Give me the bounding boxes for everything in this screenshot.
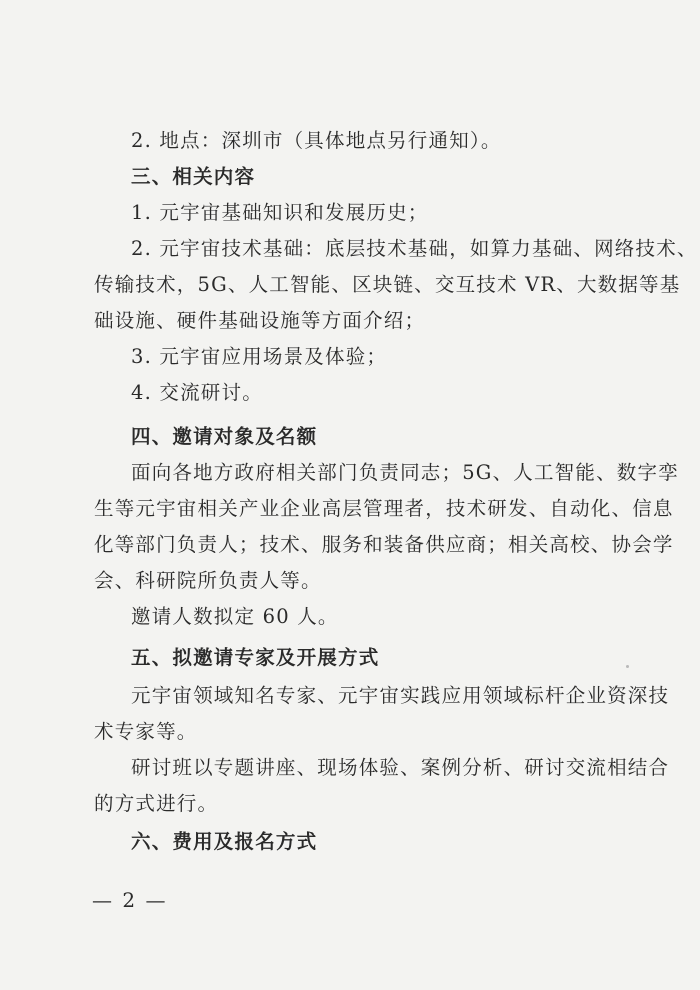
content-item-1: 1. 元宇宙基础知识和发展历史； xyxy=(131,201,429,224)
experts-line-2: 术专家等。 xyxy=(94,720,198,743)
scan-speck xyxy=(626,665,629,668)
method-line-1: 研讨班以专题讲座、现场体验、案例分析、研讨交流相结合 xyxy=(131,756,670,779)
experts-line-1: 元宇宙领域知名专家、元宇宙实践应用领域标杆企业资深技 xyxy=(131,684,670,707)
section-heading-invitees: 四、邀请对象及名额 xyxy=(131,425,318,448)
section-heading-fees: 六、费用及报名方式 xyxy=(131,830,318,853)
section-heading-experts: 五、拟邀请专家及开展方式 xyxy=(131,646,380,669)
content-item-4: 4. 交流研讨。 xyxy=(131,381,263,404)
content-item-2-line-3: 础设施、硬件基础设施等方面介绍； xyxy=(94,309,426,332)
venue-line: 2. 地点：深圳市（具体地点另行通知）。 xyxy=(131,129,502,152)
section-heading-content: 三、相关内容 xyxy=(131,165,256,188)
method-line-2: 的方式进行。 xyxy=(94,792,219,815)
invitees-line-3: 化等部门负责人；技术、服务和装备供应商；相关高校、协会学 xyxy=(94,533,674,556)
page-number: — 2 — xyxy=(92,888,168,912)
invitees-line-4: 会、科研院所负责人等。 xyxy=(94,569,322,592)
content-item-3: 3. 元宇宙应用场景及体验； xyxy=(131,345,388,368)
invitees-line-2: 生等元宇宙相关产业企业高层管理者，技术研发、自动化、信息 xyxy=(94,497,674,520)
invitee-count: 邀请人数拟定 60 人。 xyxy=(131,605,339,628)
invitees-line-1: 面向各地方政府相关部门负责同志；5G、人工智能、数字孪 xyxy=(131,461,679,484)
content-item-2-line-2: 传输技术，5G、人工智能、区块链、交互技术 VR、大数据等基 xyxy=(94,273,681,296)
content-item-2-line-1: 2. 元宇宙技术基础：底层技术基础，如算力基础、网络技术、 xyxy=(131,237,698,260)
